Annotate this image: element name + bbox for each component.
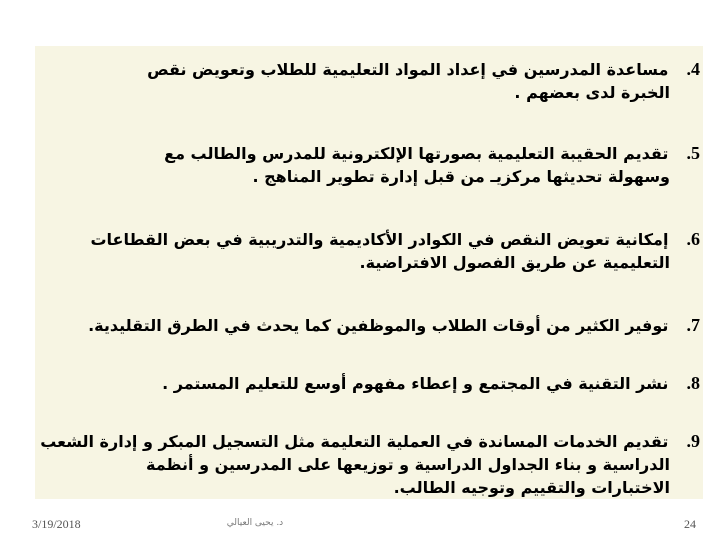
item-text: التعليمية عن طريق الفصول الافتراضية. <box>359 253 670 272</box>
item-text: الخبرة لدى بعضهم . <box>514 83 670 102</box>
item-number: 8. <box>686 373 700 393</box>
list-item <box>48 314 700 337</box>
list-item <box>48 228 700 274</box>
list-item <box>48 372 700 395</box>
item-text: الاختبارات والتقييم وتوجيه الطالب. <box>393 478 670 497</box>
footer-date: 3/19/2018 <box>32 517 81 531</box>
item-number: 5. <box>686 143 700 163</box>
item-text: تقديم الخدمات المساندة في العملية التعليمة مثل التسجيل المبكر و إدارة الشعب <box>40 432 669 451</box>
item-text: الدراسية و بناء الجداول الدراسية و توزيعها على المدرسين و أنظمة <box>146 455 670 474</box>
item-number: 7. <box>686 315 700 335</box>
list-item <box>48 142 700 188</box>
list-item <box>48 58 700 104</box>
page-number: 24 <box>684 517 696 531</box>
item-text: نشر التقنية في المجتمع و إعطاء مفهوم أوسع للتعليم المستمر . <box>162 374 669 393</box>
list-item <box>40 430 700 499</box>
item-text: مساعدة المدرسين في إعداد المواد التعليمية للطلاب وتعويض نقص <box>147 60 669 79</box>
item-number: 6. <box>686 229 700 249</box>
item-text: إمكانية تعويض النقص في الكوادر الأكاديمية والتدريبية في بعض القطاعات <box>90 230 669 249</box>
item-text: توفير الكثير من أوقات الطلاب والموظفين كما يحدث في الطرق التقليدية. <box>88 316 669 335</box>
item-number: 9. <box>686 431 700 451</box>
item-number: 4. <box>686 59 700 79</box>
footer-author: د. يحيى العيالي <box>226 518 284 528</box>
item-text: تقديم الحقيبة التعليمية بصورتها الإلكترونية للمدرس والطالب مع <box>164 144 669 163</box>
item-text: وسهولة تحديثها مركزيـ من قبل إدارة تطوير المناهج . <box>252 167 670 186</box>
